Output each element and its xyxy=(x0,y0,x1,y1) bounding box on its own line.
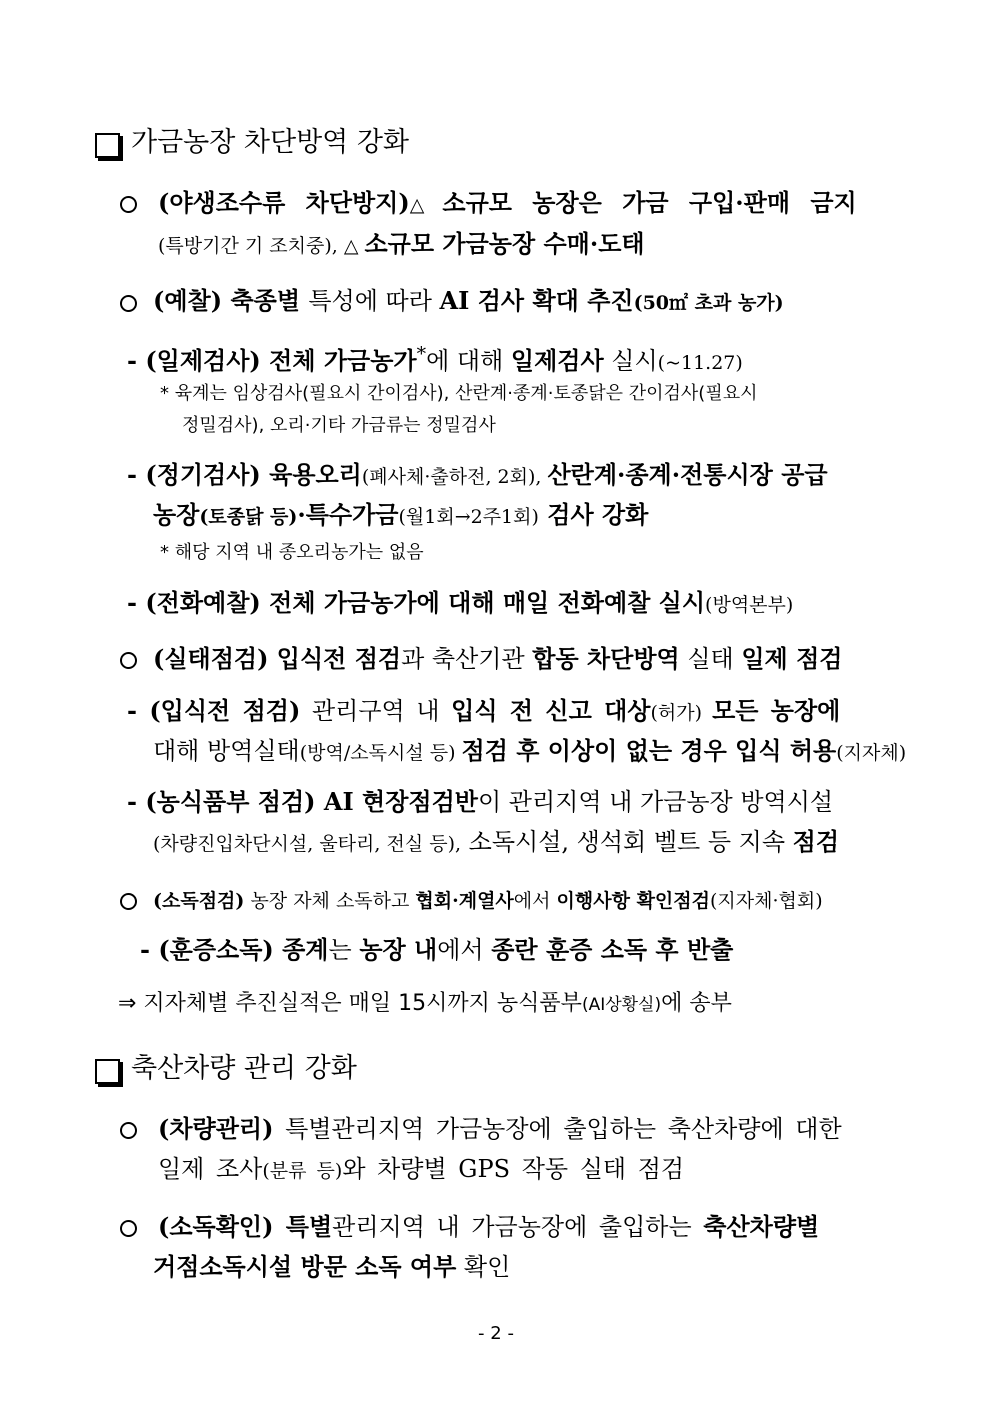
bullet-circle-icon xyxy=(120,1220,137,1237)
dash-pre-stocking: - (입식전 점검) 관리구역 내 입식 전 신고 대상(허가) 모든 농장에 xyxy=(127,696,841,725)
bullet-circle-icon xyxy=(120,1122,137,1139)
bullet-circle-icon xyxy=(120,893,137,910)
bullet-circle-icon xyxy=(120,295,137,312)
dash-regular-test: - (정기검사) 육용오리(폐사체·출하전, 2회), 산란계·종계·전통시장 공급 xyxy=(127,460,828,489)
dash-pre-stocking-cont: 대해 방역실태(방역/소독시설 등) 점검 후 이상이 없는 경우 입식 허용(지자체) xyxy=(153,736,907,765)
note-bulk-test-cont: 정밀검사), 오리·기타 가금류는 정밀검사 xyxy=(182,415,496,436)
section-title: 축산차량 관리 강화 xyxy=(131,1053,357,1084)
bullet-wild-birds: (야생조수류 차단방지)△ 소규모 농장은 가금 구입·판매 금지 xyxy=(158,188,857,217)
bullet-vehicle-management: (차량관리) 특별관리지역 가금농장에 출입하는 축산차량에 대한 xyxy=(158,1114,842,1143)
section-checkbox-icon xyxy=(95,133,120,158)
bullet-disinfection-check: (소독확인) 특별관리지역 내 가금농장에 출입하는 축산차량별 xyxy=(158,1212,820,1241)
note-regular-test: * 해당 지역 내 종오리농가는 없음 xyxy=(160,542,424,563)
dash-bulk-test: - (일제검사) 전체 가금농가*에 대해 일제검사 실시(~11.27) xyxy=(127,343,743,375)
dash-fumigation: - (훈증소독) 종계는 농장 내에서 종란 훈증 소독 후 반출 xyxy=(140,935,734,964)
bullet-inspection: (실태점검) 입식전 점검과 축산기관 합동 차단방역 실태 일제 점검 xyxy=(153,644,843,673)
dash-ministry-inspection-cont: (차량진입차단시설, 울타리, 전실 등), 소독시설, 생석회 벨트 등 지속 점검 xyxy=(153,827,840,856)
bullet-disinfection: (소독점검) 농장 자체 소독하고 협회·계열사에서 이행사항 확인점검(지자체·협회) xyxy=(153,890,823,912)
bullet-circle-icon xyxy=(120,196,137,213)
note-bulk-test: * 육계는 임상검사(필요시 간이검사), 산란계·종계·토종닭은 간이검사(필요시 xyxy=(160,383,758,404)
dash-phone-surveillance: - (전화예찰) 전체 가금농가에 대해 매일 전화예찰 실시(방역본부) xyxy=(127,588,794,617)
dash-regular-test-cont: 농장(토종닭 등)·특수가금(월1회→2주1회) 검사 강화 xyxy=(153,500,649,529)
section-title: 가금농장 차단방역 강화 xyxy=(131,127,409,158)
bullet-wild-birds-cont: (특방기간 기 조치중), △ 소규모 가금농장 수매·도태 xyxy=(158,229,645,258)
bullet-circle-icon xyxy=(120,652,137,669)
page-number: - 2 - xyxy=(478,1323,514,1344)
bullet-surveillance: (예찰) 축종별 특성에 따라 AI 검사 확대 추진(50㎡ 초과 농가) xyxy=(153,286,784,315)
dash-ministry-inspection: - (농식품부 점검) AI 현장점검반이 관리지역 내 가금농장 방역시설 xyxy=(127,787,834,816)
arrow-report-line: ⇒ 지자체별 추진실적은 매일 15시까지 농식품부(AI상황실)에 송부 xyxy=(118,991,732,1016)
section-checkbox-icon xyxy=(95,1059,120,1084)
bullet-vehicle-management-cont: 일제 조사(분류 등)와 차량별 GPS 작동 실태 점검 xyxy=(158,1155,685,1183)
bullet-disinfection-check-cont: 거점소독시설 방문 소독 여부 확인 xyxy=(153,1252,511,1281)
